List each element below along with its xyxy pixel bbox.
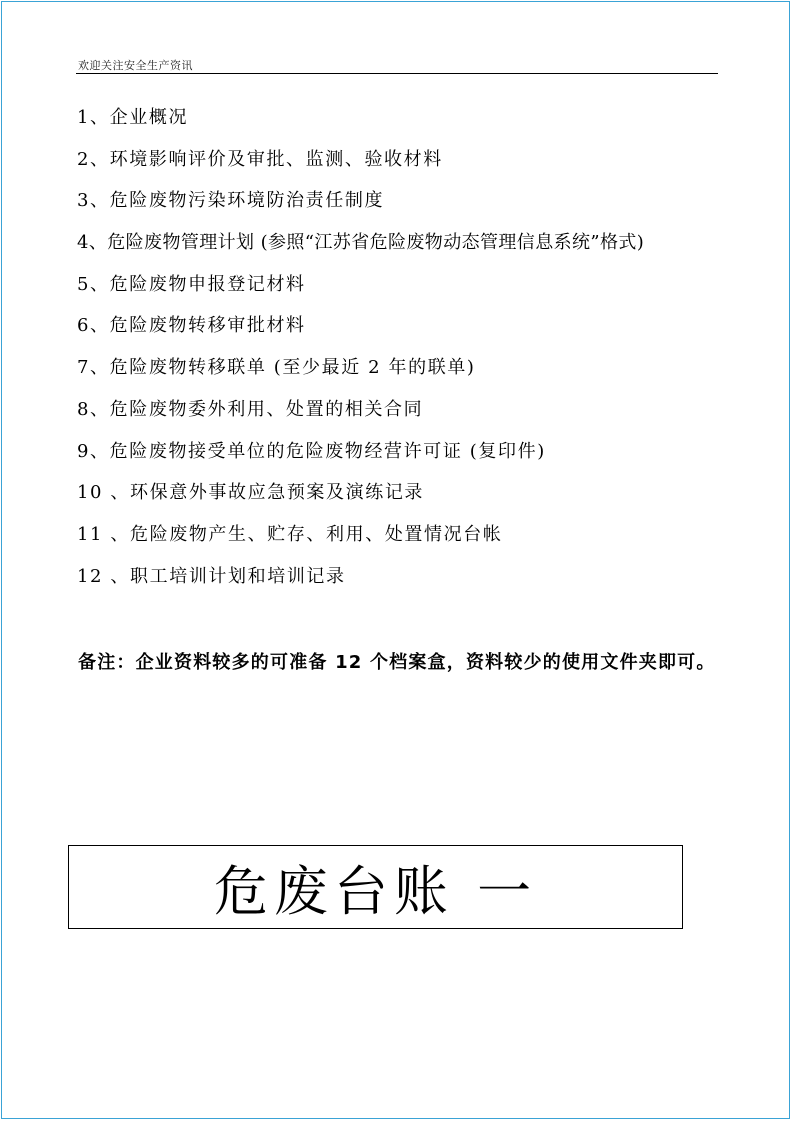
toc-item: 10 、环保意外事故应急预案及演练记录 — [77, 482, 425, 504]
toc-item: 4、危险废物管理计划 (参照“江苏省危险废物动态管理信息系统”格式) — [77, 232, 645, 254]
toc-list — [77, 104, 644, 604]
toc-item: 3、危险废物污染环境防治责任制度 — [77, 190, 385, 212]
toc-item: 11 、危险废物产生、贮存、利用、处置情况台帐 — [77, 523, 503, 545]
toc-item: 5、危险废物申报登记材料 — [77, 273, 306, 295]
toc-item: 2、环境影响评价及审批、监测、验收材料 — [77, 148, 443, 170]
title-box — [68, 845, 683, 929]
toc-item: 9、危险废物接受单位的危险废物经营许可证 (复印件) — [77, 440, 546, 462]
header-rule — [76, 73, 718, 74]
toc-item: 12 、职工培训计划和培训记录 — [77, 565, 346, 587]
title-text: 危废台账 一 — [213, 859, 538, 923]
toc-item: 7、危险废物转移联单 (至少最近 2 年的联单) — [77, 357, 476, 379]
header-text: 欢迎关注安全生产资讯 — [78, 59, 193, 72]
toc-item: 6、危险废物转移审批材料 — [77, 315, 306, 337]
note-paragraph: 备注：企业资料较多的可准备 12 个档案盒，资料较少的使用文件夹即可。 — [78, 652, 716, 673]
toc-item: 1、企业概况 — [77, 107, 189, 128]
toc-item: 8、危险废物委外利用、处置的相关合同 — [77, 398, 424, 420]
